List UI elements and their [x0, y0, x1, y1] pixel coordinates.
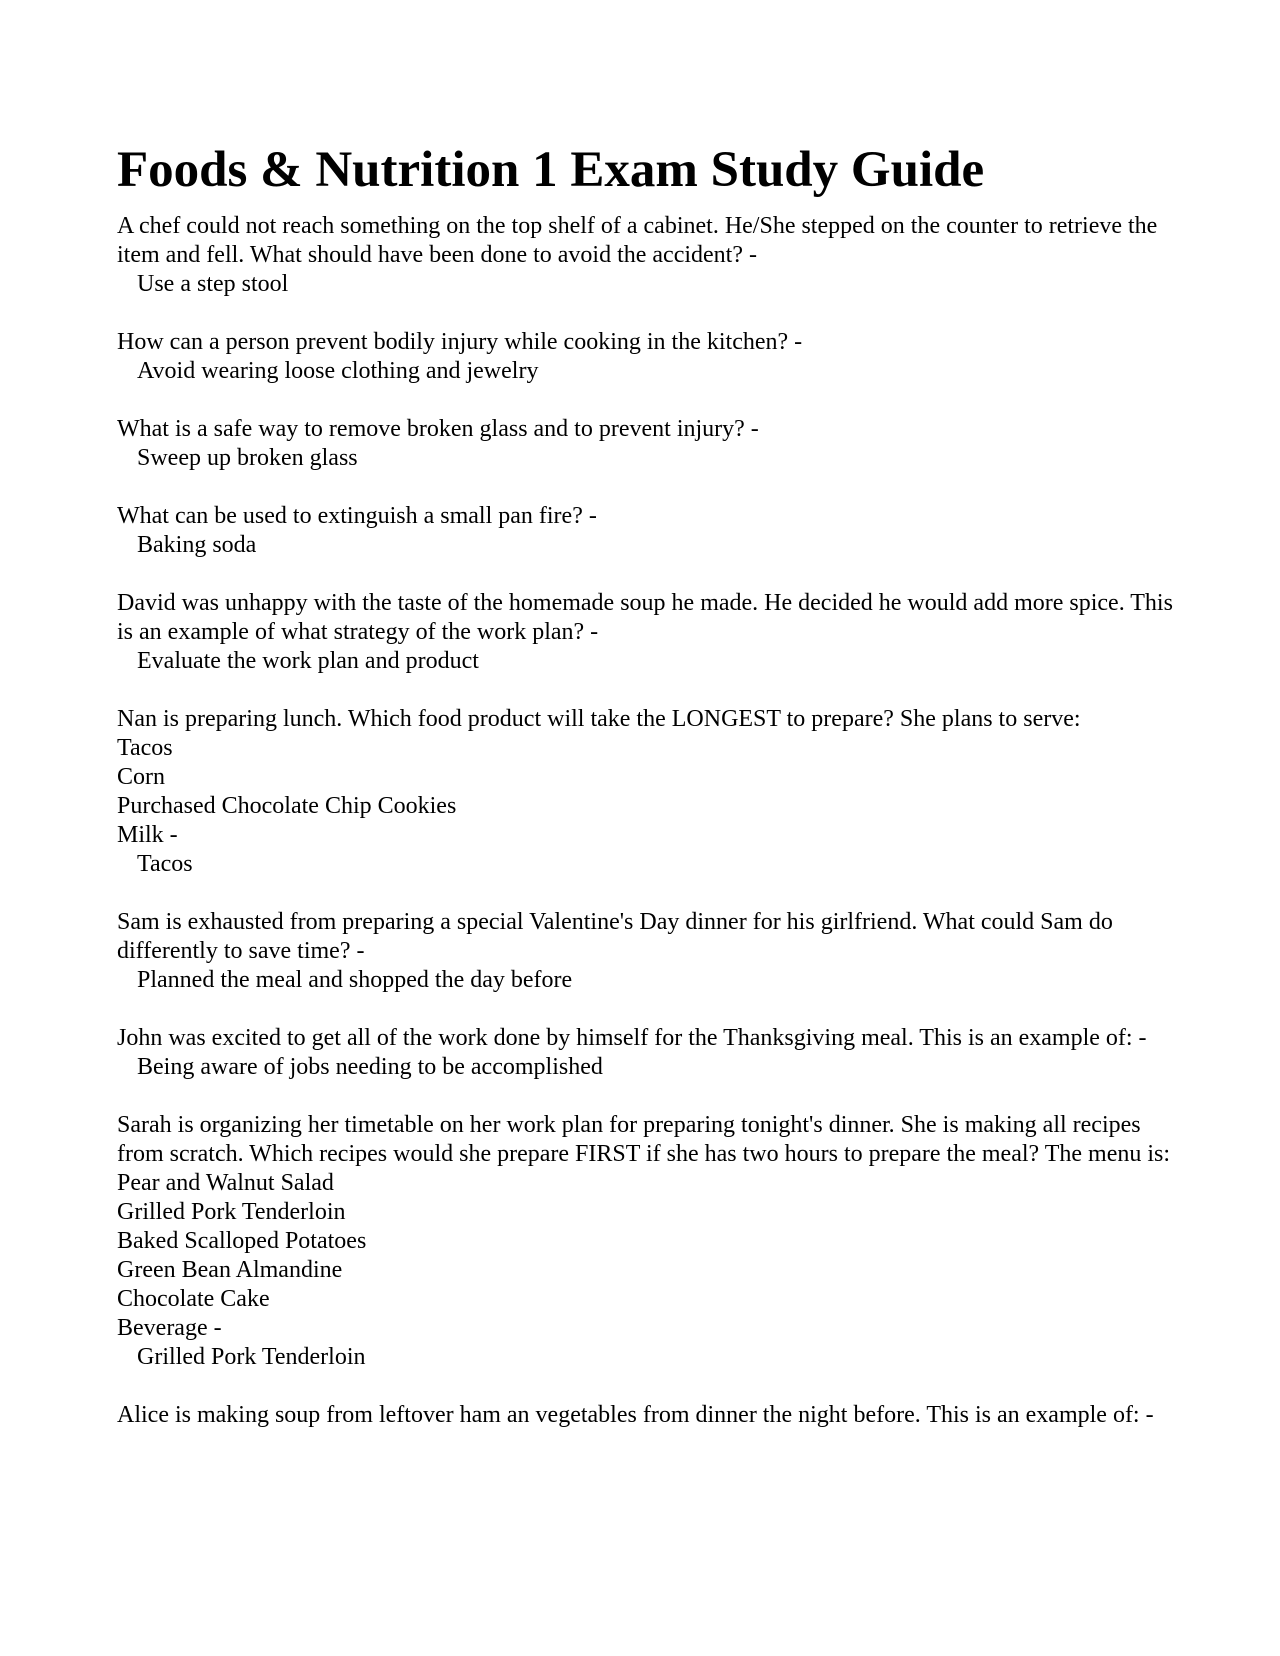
answer-text: Planned the meal and shopped the day before [137, 967, 573, 993]
question-text: John was excited to get all of the work done by himself for the Thanksgiving meal. This is an example of: - [117, 1025, 1147, 1051]
qa-item [117, 415, 1177, 473]
qa-item [117, 212, 1177, 299]
answer-text: Tacos [137, 851, 193, 877]
answer-text: Grilled Pork Tenderloin [137, 1344, 366, 1370]
question-text: What can be used to extinguish a small pan fire? - [117, 503, 597, 529]
answer-text: Use a step stool [137, 271, 289, 297]
page-title: Foods & Nutrition 1 Exam Study Guide [117, 142, 985, 198]
answer-text: Evaluate the work plan and product [137, 648, 479, 674]
question-text: How can a person prevent bodily injury while cooking in the kitchen? - [117, 329, 803, 355]
answer-text: Baking soda [137, 532, 257, 558]
question-text: Sam is exhausted from preparing a special Valentine's Day dinner for his girlfriend. What could Sam do differently to save time? - [117, 909, 1113, 964]
question-text: Sarah is organizing her timetable on her work plan for preparing tonight's dinner. She is making all recipes from scratch. Which recipes would she prepare FIRST if she has two hours to prepare the meal? The menu is: Pear and Walnut Salad Grilled Pork Tenderloin Baked Scalloped Potatoes Green Bean Almandine Chocolate Cake Beverage - [117, 1112, 1171, 1341]
question-text: Nan is preparing lunch. Which food product will take the LONGEST to prepare? She plans to serve: Tacos Corn Purchased Chocolate Chip Cookies Milk - [117, 706, 1081, 848]
answer-text: Avoid wearing loose clothing and jewelry [137, 358, 539, 384]
question-text: Alice is making soup from leftover ham an vegetables from dinner the night before. This is an example of: - [117, 1402, 1154, 1428]
qa-item [117, 502, 1177, 560]
answer-text: Sweep up broken glass [137, 445, 358, 471]
question-text: What is a safe way to remove broken glass and to prevent injury? - [117, 416, 759, 442]
qa-item [117, 1111, 1177, 1372]
question-text: A chef could not reach something on the top shelf of a cabinet. He/She stepped on the counter to retrieve the item and fell. What should have been done to avoid the accident? - [117, 213, 1158, 268]
document-page [117, 140, 1177, 1459]
question-text: David was unhappy with the taste of the homemade soup he made. He decided he would add more spice. This is an example of what strategy of the work plan? - [117, 590, 1173, 645]
qa-item [117, 1401, 1177, 1430]
answer-text: Being aware of jobs needing to be accomplished [137, 1054, 603, 1080]
qa-item [117, 1024, 1177, 1082]
qa-item [117, 908, 1177, 995]
qa-item [117, 328, 1177, 386]
qa-item [117, 589, 1177, 676]
qa-item [117, 705, 1177, 879]
